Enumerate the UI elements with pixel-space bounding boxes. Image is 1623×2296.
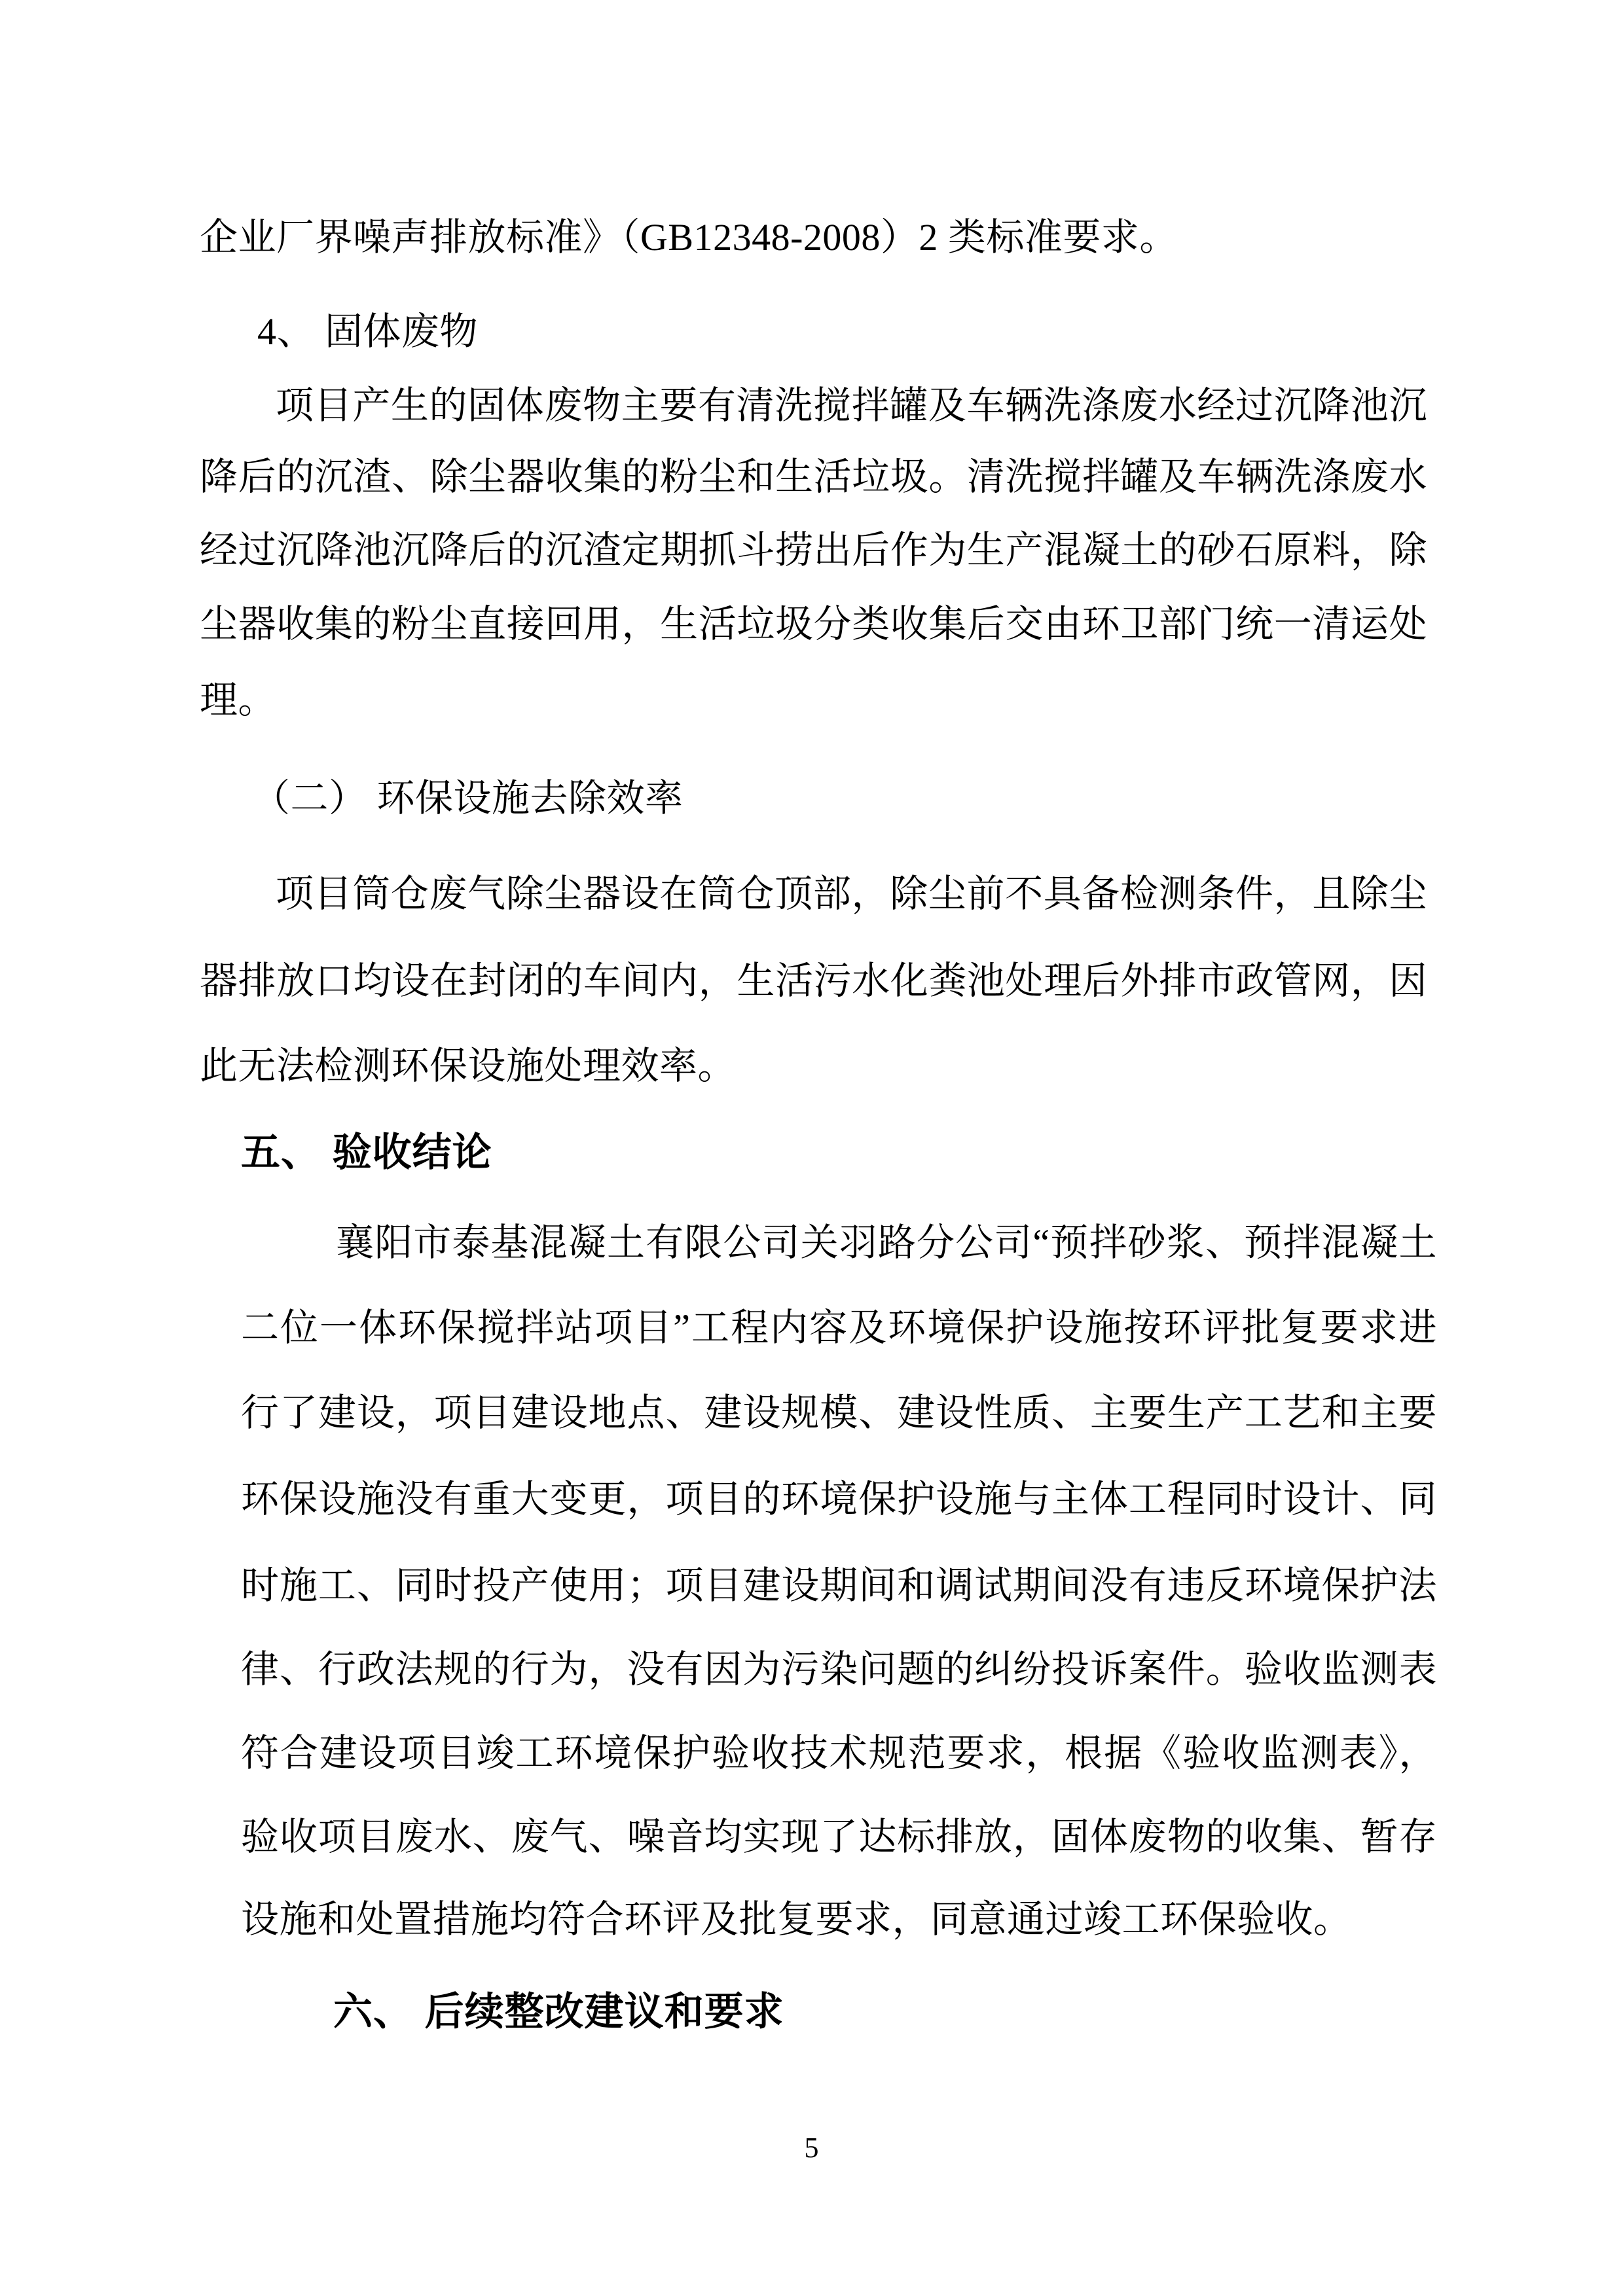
body-line: 设施和处置措施均符合环评及批复要求，同意通过竣工环保验收。 bbox=[241, 1898, 1352, 1941]
body-line: 企业厂界噪声排放标准》（GB12348-2008）2 类标准要求。 bbox=[200, 216, 1178, 259]
numbered-subheading-removal-efficiency: （二） 环保设施去除效率 bbox=[252, 777, 684, 819]
body-line: 襄阳市泰基混凝土有限公司关羽路分公司“预拌砂浆、预拌混凝土 bbox=[336, 1221, 1437, 1264]
body-line: 验收项目废水、废气、噪音均实现了达标排放，固体废物的收集、暂存 bbox=[241, 1816, 1437, 1858]
body-line: 项目筒仓废气除尘器设在筒仓顶部，除尘前不具备检测条件，且除尘 bbox=[276, 872, 1427, 915]
body-line: 尘器收集的粉尘直接回用，生活垃圾分类收集后交由环卫部门统一清运处 bbox=[200, 603, 1427, 645]
body-line: 器排放口均设在封闭的车间内，生活污水化粪池处理后外排市政管网，因 bbox=[200, 960, 1427, 1002]
body-line: 律、行政法规的行为，没有因为污染问题的纠纷投诉案件。验收监测表 bbox=[241, 1648, 1437, 1691]
page-number: 5 bbox=[804, 2132, 819, 2164]
body-line: 理。 bbox=[200, 679, 277, 721]
body-line: 二位一体环保搅拌站项目”工程内容及环境保护设施按环评批复要求进 bbox=[241, 1306, 1437, 1349]
body-line: 时施工、同时投产使用；项目建设期间和调试期间没有违反环境保护法 bbox=[241, 1564, 1437, 1607]
numbered-subheading-solid-waste: 4、 固体废物 bbox=[257, 310, 479, 353]
body-line: 降后的沉渣、除尘器收集的粉尘和生活垃圾。清洗搅拌罐及车辆洗涤废水 bbox=[200, 456, 1427, 498]
body-line: 行了建设，项目建设地点、建设规模、建设性质、主要生产工艺和主要 bbox=[241, 1391, 1437, 1434]
section-heading-acceptance-conclusion: 五、 验收结论 bbox=[241, 1130, 492, 1174]
body-line: 符合建设项目竣工环境保护验收技术规范要求，根据《验收监测表》， bbox=[241, 1732, 1437, 1774]
section-heading-follow-up-requirements: 六、 后续整改建议和要求 bbox=[333, 1990, 784, 2034]
body-line: 经过沉降池沉降后的沉渣定期抓斗捞出后作为生产混凝土的砂石原料，除 bbox=[200, 529, 1427, 571]
body-line: 环保设施没有重大变更，项目的环境保护设施与主体工程同时设计、同 bbox=[241, 1478, 1437, 1520]
body-line: 项目产生的固体废物主要有清洗搅拌罐及车辆洗涤废水经过沉降池沉 bbox=[276, 384, 1427, 427]
body-line: 此无法检测环保设施处理效率。 bbox=[200, 1045, 737, 1087]
